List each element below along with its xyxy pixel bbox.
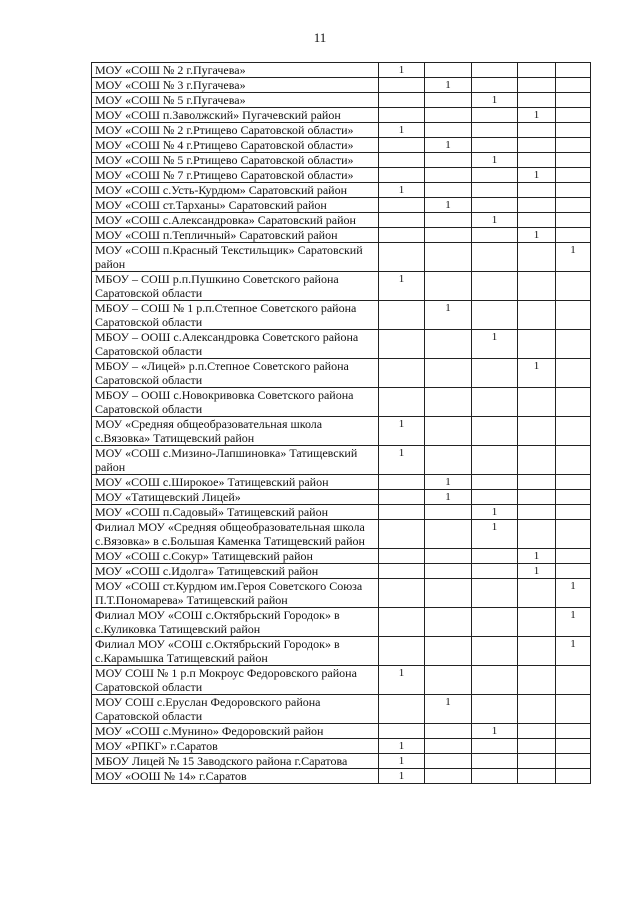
- mark-cell-4: [518, 213, 556, 228]
- table-row: [92, 769, 591, 784]
- mark-cell-4: [518, 183, 556, 198]
- mark-cell-5: [556, 388, 591, 417]
- mark-cell-2: 1: [425, 695, 472, 724]
- mark-cell-2: [425, 608, 472, 637]
- mark-cell-1: [379, 564, 425, 579]
- mark-cell-2: [425, 549, 472, 564]
- mark-cell-2: [425, 168, 472, 183]
- school-name-cell: Филиал МОУ «СОШ с.Октябрьский Городок» в с.Карамышка Татищевский район: [92, 637, 379, 666]
- mark-cell-3: [472, 695, 518, 724]
- school-name-cell: МОУ «СОШ ст.Курдюм им.Героя Советского Союза П.Т.Пономарева» Татищевский район: [92, 579, 379, 608]
- mark-cell-5: [556, 446, 591, 475]
- school-name-cell: МБОУ – ООШ с.Александровка Советского района Саратовской области: [92, 330, 379, 359]
- mark-cell-1: 1: [379, 272, 425, 301]
- mark-cell-5: [556, 417, 591, 446]
- mark-cell-1: [379, 505, 425, 520]
- school-name-cell: МБОУ Лицей № 15 Заводского района г.Саратова: [92, 754, 379, 769]
- table-row: [92, 63, 591, 78]
- mark-cell-5: [556, 739, 591, 754]
- table-row: [92, 417, 591, 446]
- mark-cell-1: [379, 78, 425, 93]
- mark-cell-3: 1: [472, 93, 518, 108]
- table-row: [92, 78, 591, 93]
- schools-table-body: [92, 63, 591, 784]
- mark-cell-4: [518, 637, 556, 666]
- mark-cell-3: [472, 123, 518, 138]
- mark-cell-3: [472, 359, 518, 388]
- mark-cell-5: [556, 228, 591, 243]
- mark-cell-2: [425, 213, 472, 228]
- mark-cell-4: [518, 579, 556, 608]
- school-name-cell: МОУ «СОШ с.Мизино-Лапшиновка» Татищевский район: [92, 446, 379, 475]
- mark-cell-4: [518, 138, 556, 153]
- mark-cell-4: [518, 695, 556, 724]
- page-number: 11: [313, 30, 327, 45]
- mark-cell-1: [379, 138, 425, 153]
- mark-cell-2: [425, 505, 472, 520]
- mark-cell-5: [556, 93, 591, 108]
- mark-cell-5: [556, 183, 591, 198]
- table-row: [92, 330, 591, 359]
- mark-cell-1: 1: [379, 183, 425, 198]
- table-row: [92, 666, 591, 695]
- mark-cell-2: [425, 666, 472, 695]
- mark-cell-4: [518, 490, 556, 505]
- mark-cell-2: [425, 228, 472, 243]
- mark-cell-3: [472, 272, 518, 301]
- mark-cell-4: [518, 78, 556, 93]
- school-name-cell: МОУ «СОШ п.Заволжский» Пугачевский район: [92, 108, 379, 123]
- mark-cell-4: [518, 123, 556, 138]
- mark-cell-2: [425, 520, 472, 549]
- mark-cell-4: [518, 93, 556, 108]
- mark-cell-4: [518, 446, 556, 475]
- mark-cell-1: [379, 198, 425, 213]
- mark-cell-2: [425, 272, 472, 301]
- mark-cell-3: [472, 138, 518, 153]
- table-row: [92, 505, 591, 520]
- mark-cell-3: 1: [472, 153, 518, 168]
- mark-cell-1: [379, 93, 425, 108]
- school-name-cell: МОУ «СОШ ст.Тарханы» Саратовский район: [92, 198, 379, 213]
- mark-cell-3: [472, 475, 518, 490]
- mark-cell-1: [379, 388, 425, 417]
- table-row: [92, 754, 591, 769]
- table-row: [92, 520, 591, 549]
- mark-cell-3: [472, 243, 518, 272]
- mark-cell-3: [472, 490, 518, 505]
- mark-cell-3: [472, 608, 518, 637]
- table-row: [92, 138, 591, 153]
- mark-cell-5: [556, 505, 591, 520]
- mark-cell-1: [379, 608, 425, 637]
- mark-cell-3: [472, 63, 518, 78]
- table-row: [92, 739, 591, 754]
- table-row: [92, 243, 591, 272]
- table-row: [92, 724, 591, 739]
- mark-cell-1: [379, 579, 425, 608]
- mark-cell-4: [518, 63, 556, 78]
- mark-cell-3: [472, 739, 518, 754]
- mark-cell-5: [556, 520, 591, 549]
- table-row: [92, 564, 591, 579]
- mark-cell-4: 1: [518, 564, 556, 579]
- school-name-cell: МОУ «СОШ № 7 г.Ртищево Саратовской области»: [92, 168, 379, 183]
- mark-cell-5: [556, 330, 591, 359]
- mark-cell-3: [472, 78, 518, 93]
- mark-cell-1: [379, 549, 425, 564]
- mark-cell-4: [518, 769, 556, 784]
- school-name-cell: МОУ СОШ с.Еруслан Федоровского района Саратовской области: [92, 695, 379, 724]
- mark-cell-2: [425, 637, 472, 666]
- mark-cell-5: [556, 475, 591, 490]
- mark-cell-3: 1: [472, 213, 518, 228]
- mark-cell-4: [518, 754, 556, 769]
- table-row: [92, 301, 591, 330]
- mark-cell-3: [472, 108, 518, 123]
- mark-cell-4: 1: [518, 108, 556, 123]
- mark-cell-2: [425, 330, 472, 359]
- mark-cell-3: 1: [472, 505, 518, 520]
- school-name-cell: Филиал МОУ «Средняя общеобразовательная школа с.Вязовка» в с.Большая Каменка Татищевский район: [92, 520, 379, 549]
- mark-cell-4: 1: [518, 549, 556, 564]
- school-name-cell: МОУ «СОШ № 2 г.Ртищево Саратовской области»: [92, 123, 379, 138]
- mark-cell-3: [472, 228, 518, 243]
- table-row: [92, 490, 591, 505]
- mark-cell-2: [425, 446, 472, 475]
- mark-cell-2: [425, 388, 472, 417]
- table-row: [92, 93, 591, 108]
- mark-cell-1: 1: [379, 417, 425, 446]
- table-row: [92, 475, 591, 490]
- mark-cell-4: [518, 739, 556, 754]
- mark-cell-1: [379, 490, 425, 505]
- mark-cell-1: 1: [379, 666, 425, 695]
- mark-cell-1: [379, 228, 425, 243]
- mark-cell-2: [425, 183, 472, 198]
- mark-cell-1: 1: [379, 123, 425, 138]
- school-name-cell: МБОУ – ООШ с.Новокривовка Советского района Саратовской области: [92, 388, 379, 417]
- mark-cell-1: 1: [379, 446, 425, 475]
- mark-cell-1: [379, 475, 425, 490]
- mark-cell-5: [556, 301, 591, 330]
- mark-cell-4: 1: [518, 168, 556, 183]
- school-name-cell: МОУ «СОШ с.Мунино» Федоровский район: [92, 724, 379, 739]
- mark-cell-4: [518, 243, 556, 272]
- mark-cell-1: [379, 695, 425, 724]
- mark-cell-5: [556, 359, 591, 388]
- mark-cell-5: 1: [556, 637, 591, 666]
- mark-cell-3: [472, 637, 518, 666]
- school-name-cell: МОУ «СОШ с.Широкое» Татищевский район: [92, 475, 379, 490]
- mark-cell-4: [518, 520, 556, 549]
- mark-cell-2: [425, 564, 472, 579]
- mark-cell-1: [379, 359, 425, 388]
- school-name-cell: МОУ «СОШ № 5 г.Пугачева»: [92, 93, 379, 108]
- table-row: [92, 168, 591, 183]
- mark-cell-4: [518, 608, 556, 637]
- mark-cell-5: [556, 666, 591, 695]
- mark-cell-3: [472, 564, 518, 579]
- mark-cell-2: 1: [425, 198, 472, 213]
- school-name-cell: МОУ «СОШ № 4 г.Ртищево Саратовской области»: [92, 138, 379, 153]
- mark-cell-3: [472, 183, 518, 198]
- table-row: [92, 228, 591, 243]
- mark-cell-5: [556, 549, 591, 564]
- mark-cell-2: [425, 359, 472, 388]
- school-name-cell: МОУ «СОШ № 3 г.Пугачева»: [92, 78, 379, 93]
- mark-cell-5: [556, 272, 591, 301]
- mark-cell-1: 1: [379, 63, 425, 78]
- mark-cell-1: [379, 637, 425, 666]
- mark-cell-2: [425, 243, 472, 272]
- mark-cell-2: [425, 579, 472, 608]
- mark-cell-4: [518, 330, 556, 359]
- mark-cell-5: [556, 490, 591, 505]
- table-row: [92, 695, 591, 724]
- mark-cell-3: [472, 388, 518, 417]
- mark-cell-3: [472, 549, 518, 564]
- mark-cell-2: [425, 754, 472, 769]
- mark-cell-3: [472, 579, 518, 608]
- mark-cell-1: [379, 301, 425, 330]
- mark-cell-1: [379, 724, 425, 739]
- school-name-cell: МБОУ – «Лицей» р.п.Степное Советского района Саратовской области: [92, 359, 379, 388]
- mark-cell-5: [556, 123, 591, 138]
- mark-cell-5: [556, 153, 591, 168]
- mark-cell-3: [472, 198, 518, 213]
- mark-cell-3: [472, 301, 518, 330]
- table-row: [92, 213, 591, 228]
- mark-cell-3: [472, 754, 518, 769]
- table-row: [92, 153, 591, 168]
- mark-cell-1: [379, 168, 425, 183]
- mark-cell-3: [472, 769, 518, 784]
- school-name-cell: МОУ «Татищевский Лицей»: [92, 490, 379, 505]
- mark-cell-5: [556, 769, 591, 784]
- mark-cell-3: [472, 446, 518, 475]
- school-name-cell: МОУ «СОШ с.Усть-Курдюм» Саратовский район: [92, 183, 379, 198]
- mark-cell-5: 1: [556, 243, 591, 272]
- school-name-cell: МОУ СОШ № 1 р.п Мокроус Федоровского района Саратовской области: [92, 666, 379, 695]
- mark-cell-5: [556, 695, 591, 724]
- mark-cell-1: [379, 243, 425, 272]
- school-name-cell: МОУ «СОШ с.Сокур» Татищевский район: [92, 549, 379, 564]
- mark-cell-1: [379, 108, 425, 123]
- table-row: [92, 579, 591, 608]
- table-row: [92, 359, 591, 388]
- mark-cell-1: 1: [379, 769, 425, 784]
- mark-cell-2: 1: [425, 475, 472, 490]
- mark-cell-4: [518, 301, 556, 330]
- mark-cell-1: [379, 330, 425, 359]
- mark-cell-1: [379, 520, 425, 549]
- mark-cell-3: [472, 417, 518, 446]
- school-name-cell: Филиал МОУ «СОШ с.Октябрьский Городок» в с.Куликовка Татищевский район: [92, 608, 379, 637]
- mark-cell-5: [556, 108, 591, 123]
- mark-cell-5: [556, 138, 591, 153]
- mark-cell-2: 1: [425, 301, 472, 330]
- school-name-cell: МОУ «СОШ п.Садовый» Татищевский район: [92, 505, 379, 520]
- mark-cell-2: 1: [425, 490, 472, 505]
- mark-cell-2: [425, 108, 472, 123]
- table-row: [92, 446, 591, 475]
- mark-cell-2: [425, 123, 472, 138]
- mark-cell-5: 1: [556, 579, 591, 608]
- mark-cell-4: [518, 666, 556, 695]
- school-name-cell: МОУ «РПКГ» г.Саратов: [92, 739, 379, 754]
- mark-cell-4: [518, 505, 556, 520]
- school-name-cell: МОУ «СОШ п.Тепличный» Саратовский район: [92, 228, 379, 243]
- mark-cell-4: [518, 475, 556, 490]
- mark-cell-4: [518, 417, 556, 446]
- mark-cell-3: [472, 168, 518, 183]
- table-row: [92, 183, 591, 198]
- school-name-cell: МОУ «СОШ п.Красный Текстильщик» Саратовский район: [92, 243, 379, 272]
- schools-table: [91, 62, 591, 784]
- mark-cell-2: 1: [425, 78, 472, 93]
- mark-cell-1: 1: [379, 754, 425, 769]
- school-name-cell: МОУ «СОШ с.Александровка» Саратовский район: [92, 213, 379, 228]
- mark-cell-2: 1: [425, 138, 472, 153]
- mark-cell-5: [556, 724, 591, 739]
- table-row: [92, 637, 591, 666]
- mark-cell-4: [518, 153, 556, 168]
- mark-cell-4: [518, 724, 556, 739]
- mark-cell-5: 1: [556, 608, 591, 637]
- mark-cell-3: 1: [472, 724, 518, 739]
- mark-cell-2: [425, 153, 472, 168]
- mark-cell-3: 1: [472, 520, 518, 549]
- mark-cell-5: [556, 213, 591, 228]
- mark-cell-2: [425, 769, 472, 784]
- mark-cell-4: [518, 388, 556, 417]
- table-row: [92, 388, 591, 417]
- mark-cell-4: [518, 198, 556, 213]
- table-row: [92, 272, 591, 301]
- school-name-cell: МОУ «СОШ № 2 г.Пугачева»: [92, 63, 379, 78]
- table-row: [92, 123, 591, 138]
- mark-cell-2: [425, 724, 472, 739]
- mark-cell-2: [425, 739, 472, 754]
- mark-cell-1: [379, 213, 425, 228]
- mark-cell-5: [556, 78, 591, 93]
- mark-cell-2: [425, 63, 472, 78]
- mark-cell-1: [379, 153, 425, 168]
- mark-cell-4: [518, 272, 556, 301]
- table-row: [92, 108, 591, 123]
- mark-cell-4: 1: [518, 359, 556, 388]
- school-name-cell: МОУ «Средняя общеобразовательная школа с.Вязовка» Татищевский район: [92, 417, 379, 446]
- mark-cell-5: [556, 198, 591, 213]
- school-name-cell: МБОУ – СОШ р.п.Пушкино Советского района Саратовской области: [92, 272, 379, 301]
- mark-cell-3: 1: [472, 330, 518, 359]
- school-name-cell: МОУ «ООШ № 14» г.Саратов: [92, 769, 379, 784]
- mark-cell-5: [556, 754, 591, 769]
- school-name-cell: МБОУ – СОШ № 1 р.п.Степное Советского района Саратовской области: [92, 301, 379, 330]
- mark-cell-3: [472, 666, 518, 695]
- mark-cell-5: [556, 63, 591, 78]
- mark-cell-1: 1: [379, 739, 425, 754]
- table-row: [92, 198, 591, 213]
- mark-cell-4: 1: [518, 228, 556, 243]
- table-row: [92, 608, 591, 637]
- school-name-cell: МОУ «СОШ с.Идолга» Татищевский район: [92, 564, 379, 579]
- school-name-cell: МОУ «СОШ № 5 г.Ртищево Саратовской области»: [92, 153, 379, 168]
- mark-cell-5: [556, 168, 591, 183]
- table-row: [92, 549, 591, 564]
- mark-cell-2: [425, 417, 472, 446]
- mark-cell-2: [425, 93, 472, 108]
- mark-cell-5: [556, 564, 591, 579]
